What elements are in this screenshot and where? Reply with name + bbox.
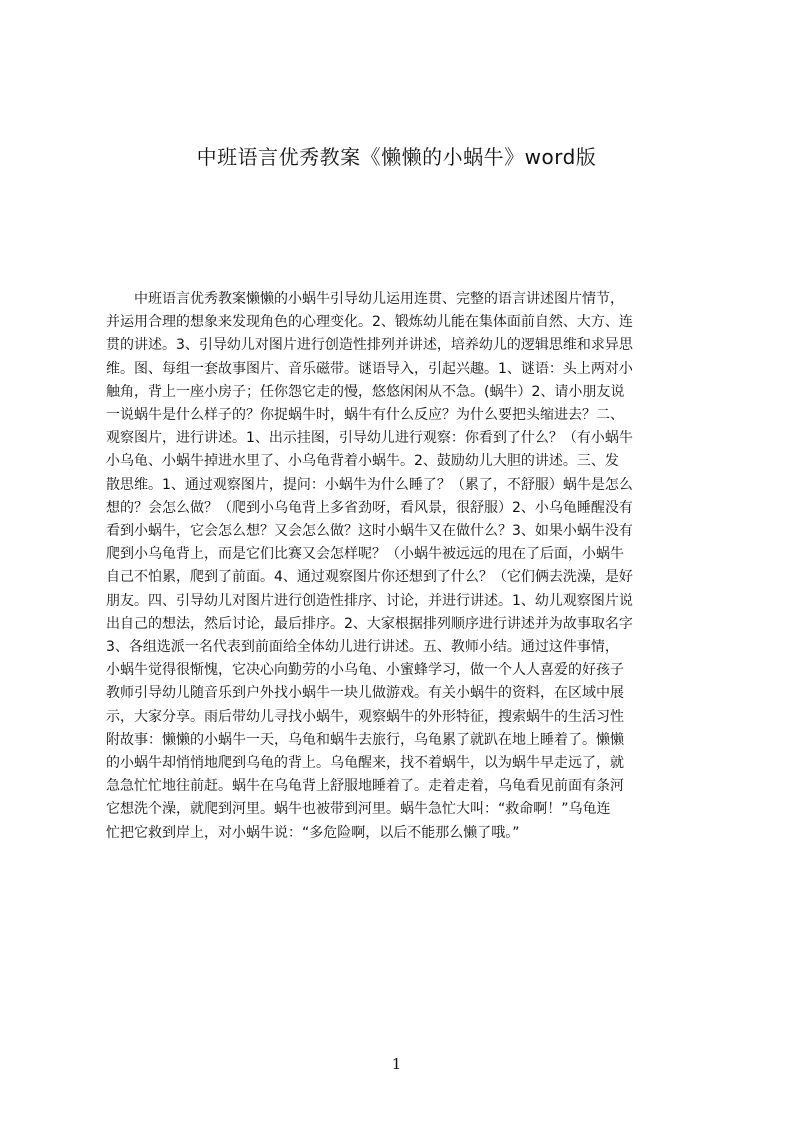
document-title: 中班语言优秀教案《懒懒的小蜗牛》word版 bbox=[196, 145, 597, 169]
body-line: 小乌龟、小蜗牛掉进水里了、小乌龟背着小蜗牛。2、鼓励幼儿大胆的讲述。三、发 bbox=[106, 453, 619, 470]
body-line: 朋友。四、引导幼儿对图片进行创造性排序、讨论，并进行讲述。1、幼儿观察图片说 bbox=[106, 592, 633, 609]
body-line: 爬到小乌龟背上，而是它们比赛又会怎样呢？（小蜗牛被远远的甩在了后面，小蜗牛 bbox=[106, 546, 624, 563]
body-line: 维。图、每组一套故事图片、音乐磁带。谜语导入，引起兴趣。1、谜语：头上两对小 bbox=[106, 360, 633, 377]
body-line: 散思维。1、通过观察图片，提问：小蜗牛为什么睡了？（累了，不舒服）蜗牛是怎么 bbox=[106, 476, 633, 493]
body-line: 忙把它救到岸上，对小蜗牛说：“多危险啊，以后不能那么懒了哦。” bbox=[106, 824, 520, 841]
body-line: 看到小蜗牛，它会怎么想？又会怎么做？这时小蜗牛又在做什么？3、如果小蜗牛没有 bbox=[106, 523, 633, 540]
body-line: 并运用合理的想象来发现角色的心理变化。2、锻炼幼儿能在集体面前自然、大方、连 bbox=[106, 314, 633, 331]
body-line: 它想洗个澡，就爬到河里。蜗牛也被带到河里。蜗牛急忙大叫：“救命啊！”乌龟连 bbox=[106, 801, 611, 818]
body-line: 3、各组选派一名代表到前面给全体幼儿进行讲述。五、教师小结。通过这件事情， bbox=[106, 639, 619, 656]
body-line: 贯的讲述。3、引导幼儿对图片进行创造性排列并讲述，培养幼儿的逻辑思维和求异思 bbox=[106, 337, 633, 354]
body-paragraph bbox=[106, 288, 696, 845]
body-line: 一说蜗牛是什么样子的？你捉蜗牛时，蜗牛有什么反应？为什么要把头缩进去？二、 bbox=[106, 407, 624, 424]
body-line: 触角，背上一座小房子；任你怨它走的慢，悠悠闲闲从不急。(蜗牛）2、请小朋友说 bbox=[106, 383, 625, 400]
body-line: 观察图片，进行讲述。1、出示挂图，引导幼儿进行观察：你看到了什么？（有小蜗牛 bbox=[106, 430, 633, 447]
body-line: 想的？会怎么做？（爬到小乌龟背上多省劲呀，看风景，很舒服）2、小乌龟睡醒没有 bbox=[106, 499, 633, 516]
page-number: 1 bbox=[391, 1055, 402, 1073]
body-line: 中班语言优秀教案懒懒的小蜗牛引导幼儿运用连贯、完整的语言讲述图片情节， bbox=[106, 291, 624, 307]
body-line: 出自己的想法，然后讨论，最后排序。2、大家根据排列顺序进行讲述并为故事取名字 bbox=[106, 615, 633, 632]
body-line: 附故事：懒懒的小蜗牛一天，乌龟和蜗牛去旅行，乌龟累了就趴在地上睡着了。懒懒 bbox=[106, 731, 624, 748]
body-line: 教师引导幼儿随音乐到户外找小蜗牛一块儿做游戏。有关小蜗牛的资料，在区域中展 bbox=[106, 685, 624, 702]
body-line: 自己不怕累，爬到了前面。4、通过观察图片你还想到了什么？（它们俩去洗澡，是好 bbox=[106, 569, 633, 586]
body-line: 小蜗牛觉得很惭愧，它决心向勤劳的小乌龟、小蜜蜂学习，做一个人人喜爱的好孩子 bbox=[106, 662, 624, 679]
body-line: 的小蜗牛却悄悄地爬到乌龟的背上。乌龟醒来，找不着蜗牛，以为蜗牛早走远了，就 bbox=[106, 755, 624, 772]
body-line: 急急忙忙地往前赶。蜗牛在乌龟背上舒服地睡着了。走着走着，乌龟看见前面有条河 bbox=[106, 778, 624, 795]
body-line: 示，大家分享。雨后带幼儿寻找小蜗牛，观察蜗牛的外形特征，搜索蜗牛的生活习性 bbox=[106, 708, 624, 725]
